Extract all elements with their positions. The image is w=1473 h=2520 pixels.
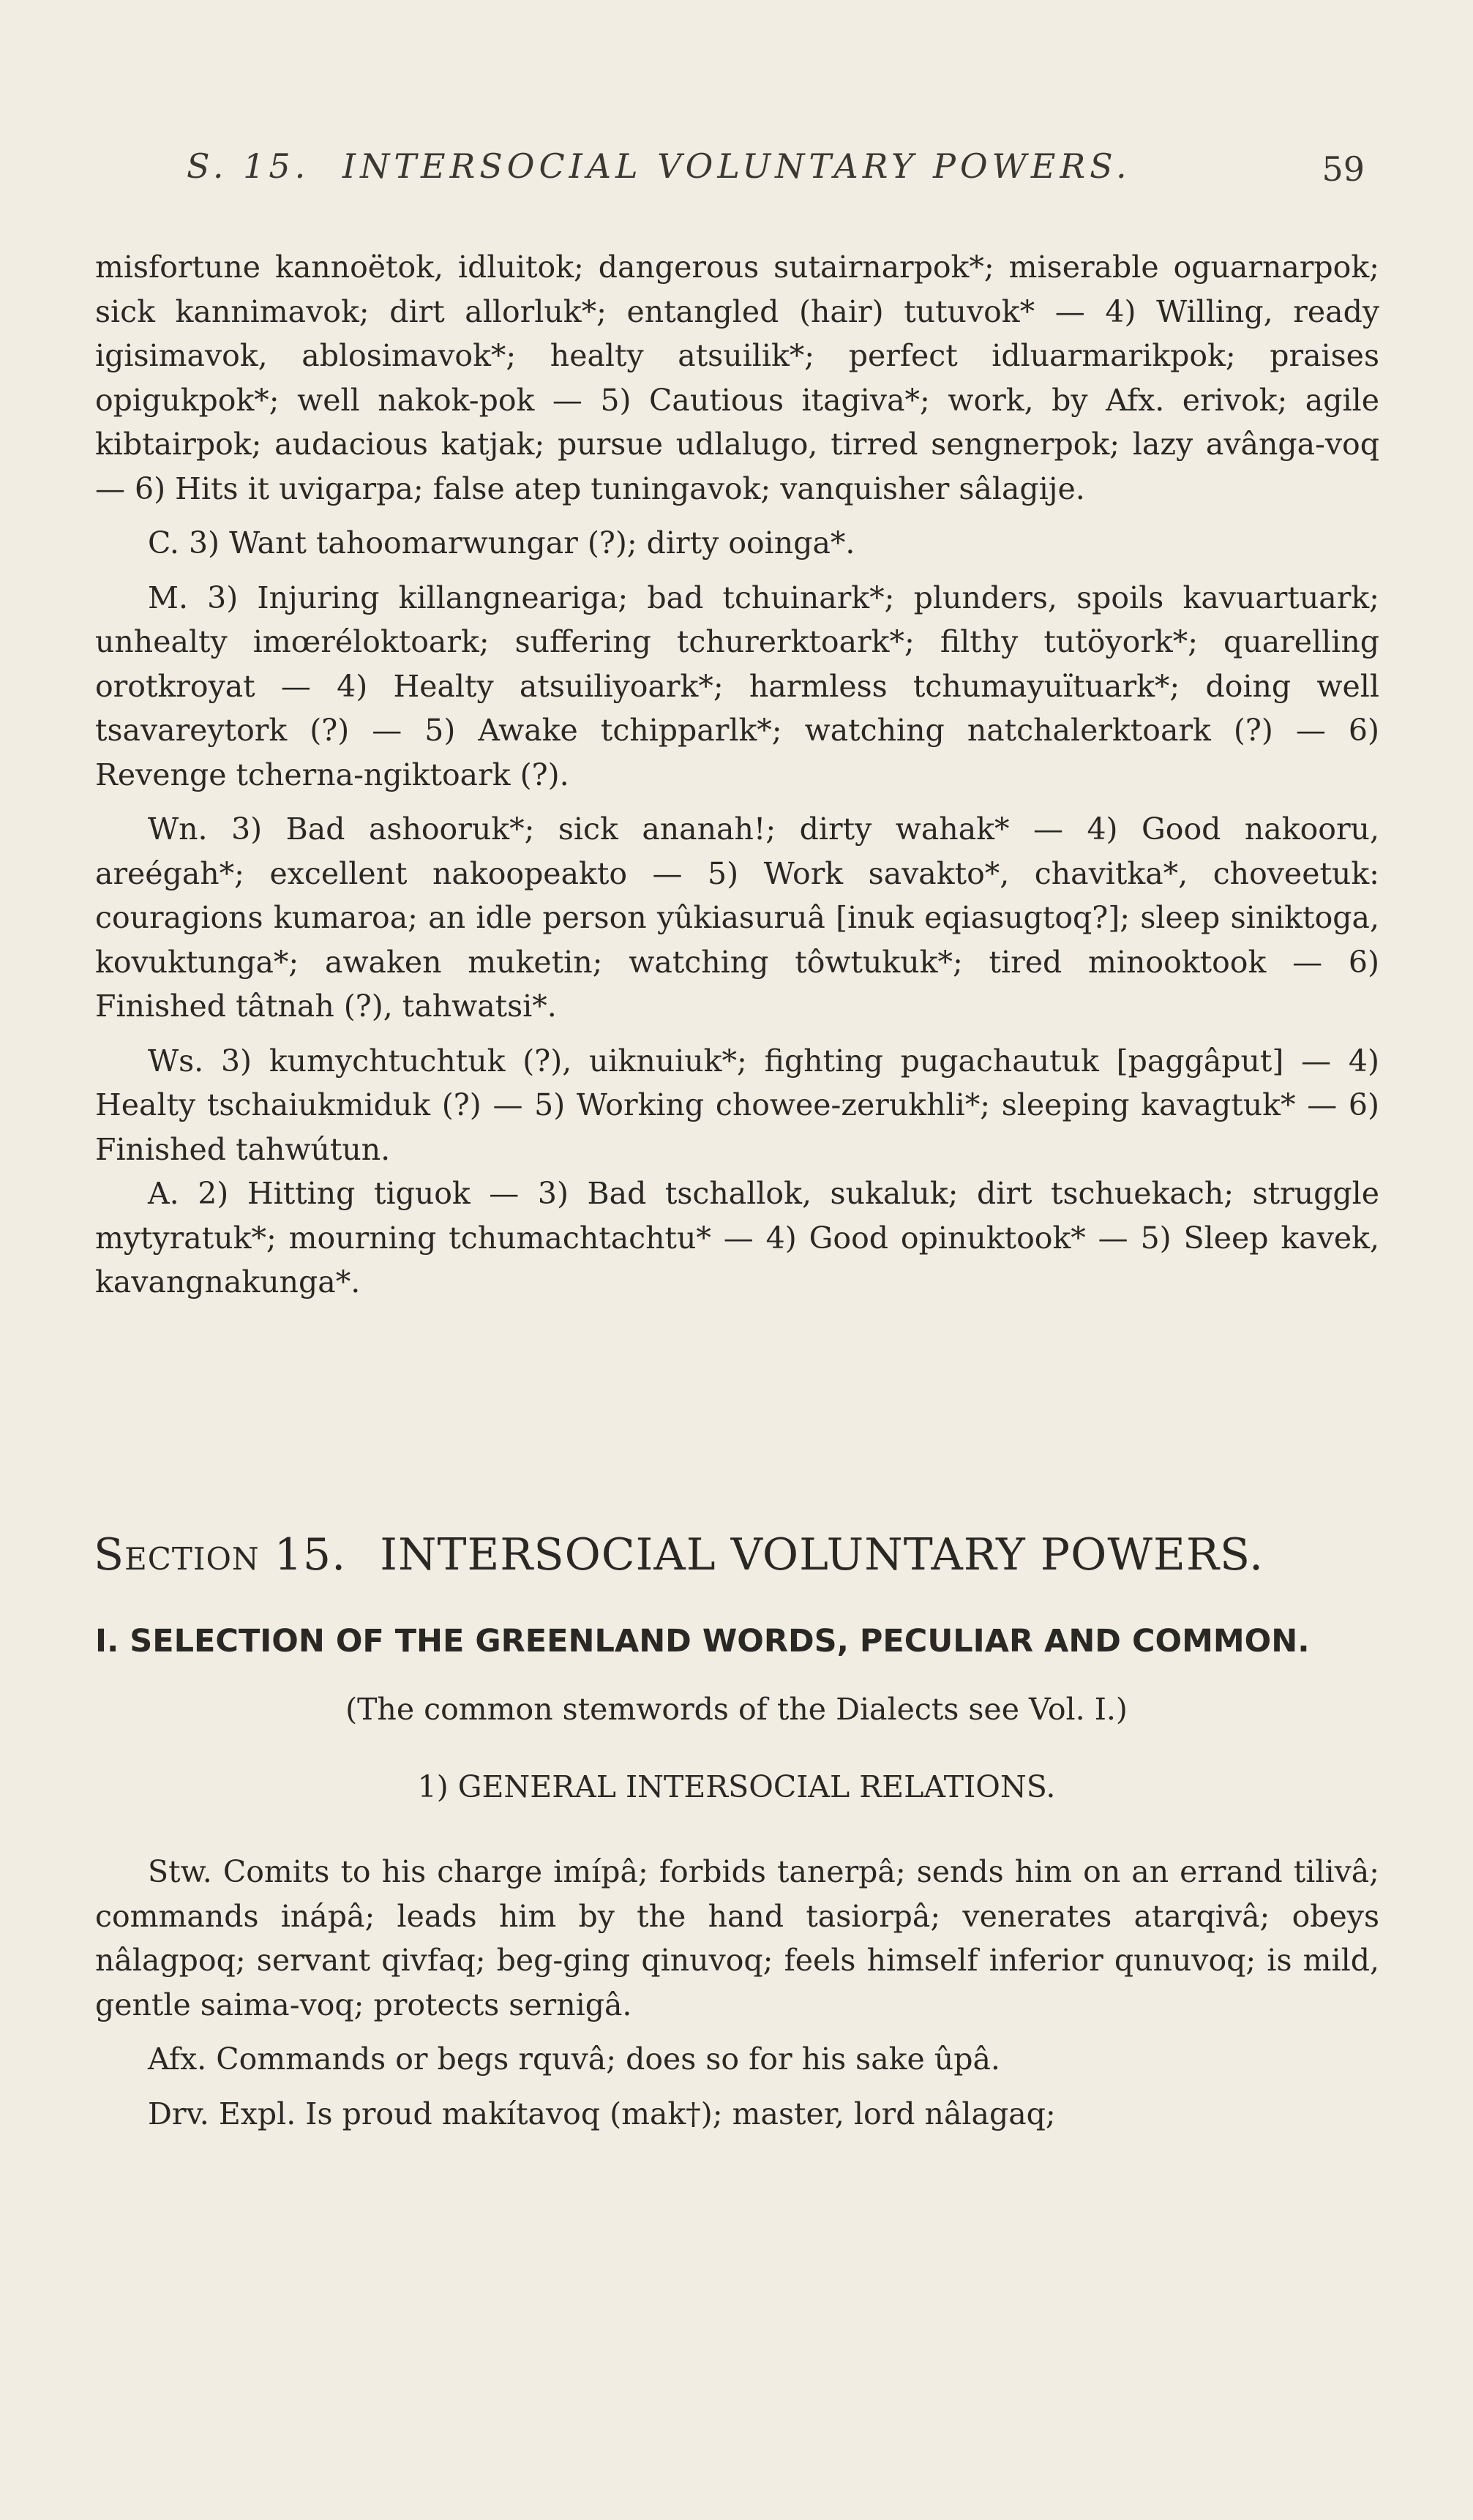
upper-text-block [95,245,1379,1305]
paragraph-a: A. 2) Hitting tiguok — 3) Bad tschallok, sukaluk; dirt tschuekach; struggle mytyratuk*; mourning tchumachtachtu* — 4) Good opinuktook* — 5) Sleep kavek, kavangnakunga*. [95,1176,1379,1300]
running-header [187,146,1365,189]
section-title-prefix: Section 15. [94,1529,347,1580]
section-title [94,1529,1382,1580]
paragraph-m: M. 3) Injuring killangneariga; bad tchuinark*; plunders, spoils kavuartuark; unhealty imœréloktoark; suffering tchurerktoark*; filthy tutöyork*; quarelling orotkroyat — 4) Healty atsuiliyoark*; harmless tchumayuïtuark*; doing well tsavareytork (?) — 5) Awake tchipparlk*; watching natchalerktoark (?) — 6) Revenge tcherna-ngiktoark (?). [95,580,1379,792]
header-running-title: INTERSOCIAL VOLUNTARY POWERS. [342,146,1131,186]
page-number: 59 [1322,149,1365,189]
paragraph-wn: Wn. 3) Bad ashooruk*; sick ananah!; dirty wahak* — 4) Good nakooru, areégah*; excellent nakoopeakto — 5) Work savakto*, chavitka*, choveetuk: couragions kumaroa; an idle person yûkiasuruâ [inuk eqiasugtoq?]; sleep siniktoga, kovuktunga*; awaken muketin; watching tôwtukuk*; tired minooktook — 6) Finished tâtnah (?), tahwatsi*. [95,811,1379,1024]
dialects-note: (The common stemwords of the Dialects see Vol. I.) [345,1692,1128,1727]
paragraph-continuation: misfortune kannoëtok, idluitok; dangerous sutairnarpok*; miserable oguarnarpok; sick kannimavok; dirt allorluk*; entangled (hair) tutuvok* — 4) Willing, ready igisimavok, ablosimavok*; healty atsuilik*; perfect idluarmarikpok; praises opigukpok*; well nakok-pok — 5) Cautious itagiva*; work, by Afx. erivok; agile kibtairpok; audacious katjak; pursue udlalugo, tirred sengnerpok; lazy avânga-voq — 6) Hits it uvigarpa; false atep tuningavok; vanquisher sâlagije. [95,250,1379,506]
paragraph-ws: Ws. 3) kumychtuchtuk (?), uiknuiuk*; fighting pugachautuk [paggâput] — 4) Healty tschaiukmiduk (?) — 5) Working chowee-zerukhli*; sleeping kavagtuk* — 6) Finished tahwútun. [95,1043,1379,1167]
lower-text-block [95,1850,1379,2136]
subsection-title: 1) GENERAL INTERSOCIAL RELATIONS. [417,1769,1056,1804]
paragraph-drv: Drv. Expl. Is proud makítavoq (mak†); master, lord nâlagaq; [148,2096,1056,2131]
section-title-main: INTERSOCIAL VOLUNTARY POWERS. [380,1529,1264,1580]
paragraph-afx: Afx. Commands or begs rquvâ; does so for his sake ûpâ. [148,2041,1000,2077]
subheading: I. SELECTION OF THE GREENLAND WORDS, PECULIAR AND COMMON. [95,1623,1310,1660]
paragraph-c: C. 3) Want tahoomarwungar (?); dirty ooinga*. [148,525,855,560]
header-section-label: S. 15. [187,146,310,186]
paragraph-stw: Stw. Comits to his charge imípâ; forbids tanerpâ; sends him on an errand tilivâ; commands inápâ; leads him by the hand tasiorpâ; venerates atarqivâ; obeys nâlagpoq; servant qivfaq; beg-ging qinuvoq; feels himself inferior qunuvoq; is mild, gentle saima-voq; protects sernigâ. [95,1854,1379,2022]
